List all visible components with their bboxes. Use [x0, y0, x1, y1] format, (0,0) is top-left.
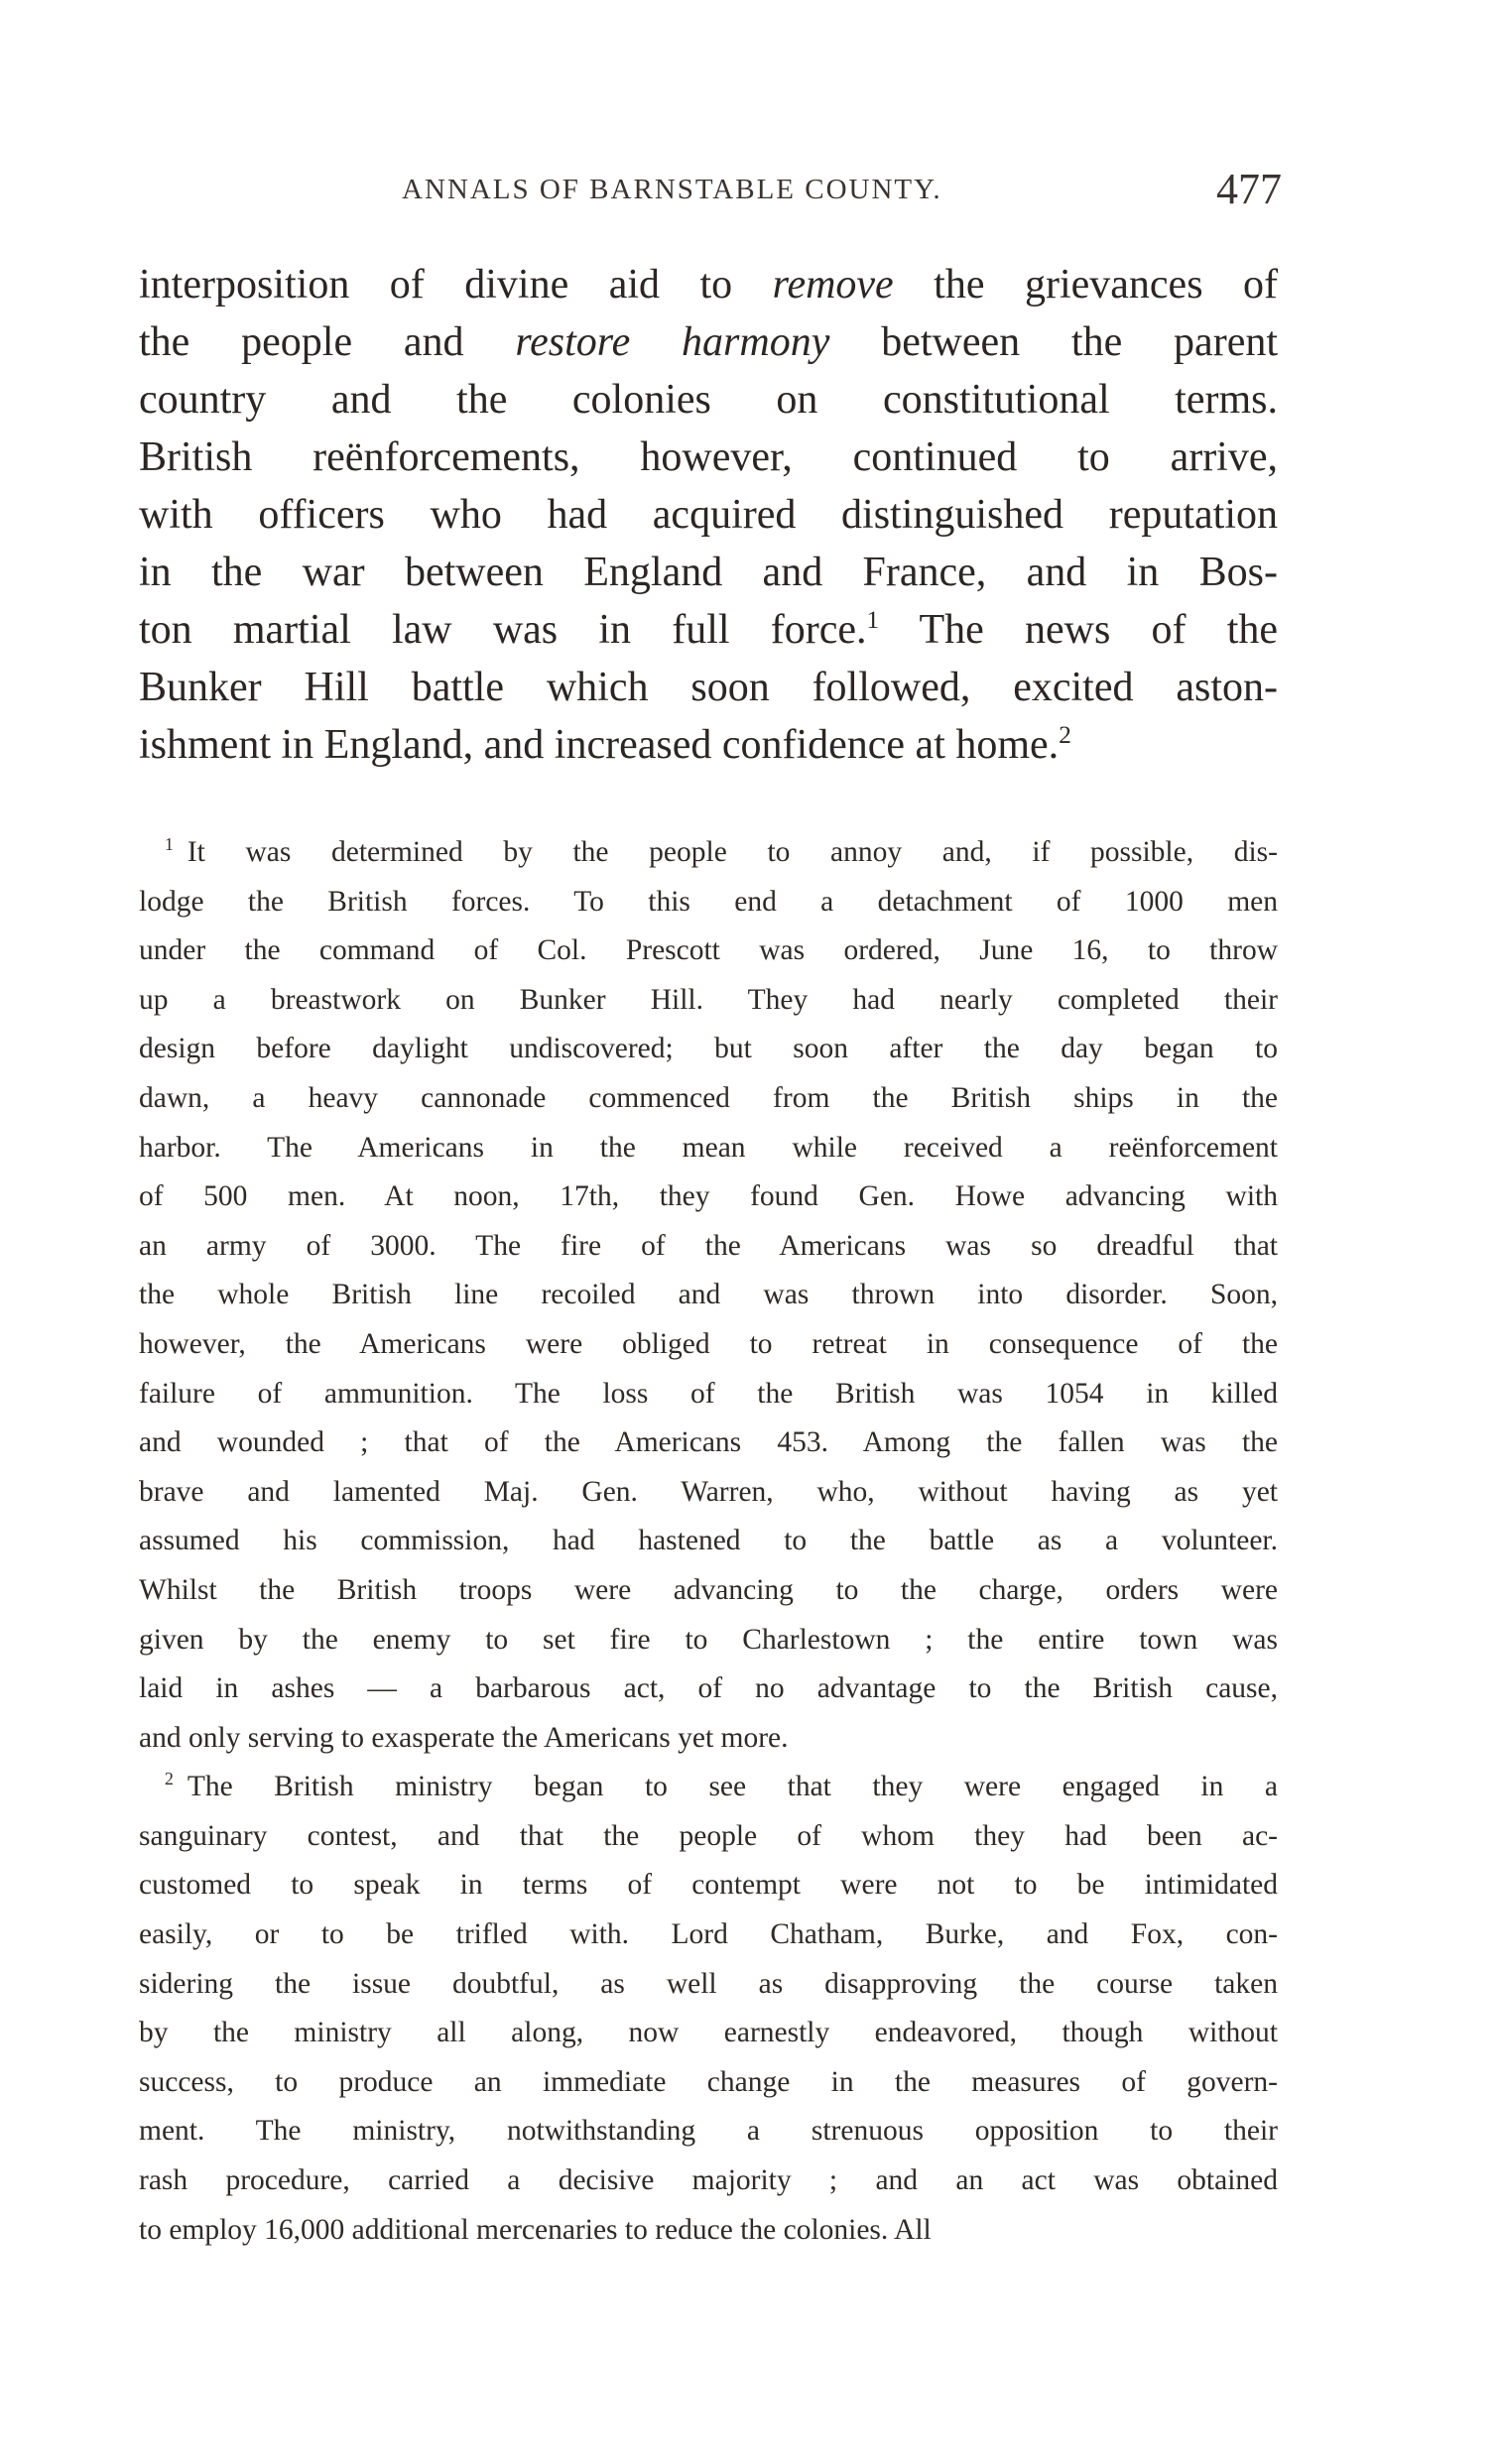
text-line: in the war between England and France, and in Bos-	[139, 550, 1278, 595]
text-line: British reënforcements, however, continued to arrive,	[139, 434, 1278, 480]
text-line: the people and restore harmony between the parent	[139, 319, 1278, 365]
text-line: ishment in England, and increased confidence at home.$^2$	[139, 722, 1071, 768]
footnote-line: $^1$ It was determined by the people to annoy and, if possible, dis-	[165, 834, 1278, 868]
footnote-line: success, to produce an immediate change in the measures of govern-	[139, 2065, 1278, 2098]
italic-word: remove	[772, 262, 894, 308]
footnote-line: customed to speak in terms of contempt were not to be intimidated	[139, 1869, 1278, 1902]
footnote-line: of 500 men. At noon, 17th, they found Gen. Howe advancing with	[139, 1180, 1278, 1213]
footnote-line: by the ministry all along, now earnestly endeavored, though without	[139, 2017, 1278, 2049]
footnote-line: given by the enemy to set fire to Charlestown ; the entire town was	[139, 1623, 1278, 1656]
footnote-line: easily, or to be trifled with. Lord Chatham, Burke, and Fox, con-	[139, 1918, 1278, 1951]
footnote-line: harbor. The Americans in the mean while received a reënforcement	[139, 1131, 1278, 1164]
page-number: 477	[1216, 165, 1282, 213]
page-header	[134, 164, 1290, 223]
footnote-line: dawn, a heavy cannonade commenced from the British ships in the	[139, 1081, 1278, 1114]
footnote-marker: 2	[165, 1769, 174, 1789]
footnote-line: laid in ashes — a barbarous act, of no advantage to the British cause,	[139, 1672, 1278, 1705]
footnote-1	[139, 828, 1278, 1763]
footnote-line: however, the Americans were obliged to retreat in consequence of the	[139, 1327, 1278, 1360]
running-head: ANNALS OF BARNSTABLE COUNTY.	[402, 174, 942, 205]
footnote-line: to employ 16,000 additional mercenaries to reduce the colonies. All	[139, 2213, 932, 2246]
footnote-line: brave and lamented Maj. Gen. Warren, who, without having as yet	[139, 1475, 1278, 1508]
footnote-line: sidering the issue doubtful, as well as disapproving the course taken	[139, 1967, 1278, 2000]
footnote-line: ment. The ministry, notwithstanding a strenuous opposition to their	[139, 2115, 1278, 2148]
footnote-line: lodge the British forces. To this end a detachment of 1000 men	[139, 885, 1278, 918]
text-line: interposition of divine aid to remove the grievances of	[139, 262, 1278, 308]
footnote-line: rash procedure, carried a decisive majority ; and an act was obtained	[139, 2164, 1278, 2197]
footnote-line: an army of 3000. The fire of the Americans was so dreadful that	[139, 1229, 1278, 1262]
footnote-2	[139, 1763, 1278, 2255]
footnote-line: sanguinary contest, and that the people of whom they had been ac-	[139, 1819, 1278, 1852]
footnote-ref: 1	[866, 607, 880, 634]
footnote-line: design before daylight undiscovered; but soon after the day began to	[139, 1033, 1278, 1065]
footnote-line: the whole British line recoiled and was thrown into disorder. Soon,	[139, 1279, 1278, 1311]
main-text	[139, 256, 1278, 774]
text-line: ton martial law was in full force.$^1$ The news of the	[139, 607, 1278, 653]
footnote-marker: 1	[165, 834, 174, 855]
text-line: Bunker Hill battle which soon followed, excited aston-	[139, 665, 1278, 710]
footnote-line: and only serving to exasperate the Americans yet more.	[139, 1721, 789, 1754]
footnote-ref: 2	[1059, 722, 1071, 749]
footnotes	[139, 828, 1278, 2255]
footnote-line: up a breastwork on Bunker Hill. They had nearly completed their	[139, 983, 1278, 1016]
footnote-line: under the command of Col. Prescott was ordered, June 16, to throw	[139, 934, 1278, 967]
text-line: country and the colonies on constitutional terms.	[139, 377, 1278, 423]
footnote-line: failure of ammunition. The loss of the British was 1054 in killed	[139, 1377, 1278, 1410]
text-line: with officers who had acquired distinguished reputation	[139, 492, 1278, 538]
italic-phrase: restore harmony	[515, 319, 830, 365]
footnote-line: and wounded ; that of the Americans 453. Among the fallen was the	[139, 1426, 1278, 1459]
footnote-line: assumed his commission, had hastened to the battle as a volunteer.	[139, 1525, 1278, 1557]
footnote-line: Whilst the British troops were advancing to the charge, orders were	[139, 1573, 1278, 1606]
footnote-line: $^2$ The British ministry began to see that they were engaged in a	[165, 1769, 1278, 1803]
